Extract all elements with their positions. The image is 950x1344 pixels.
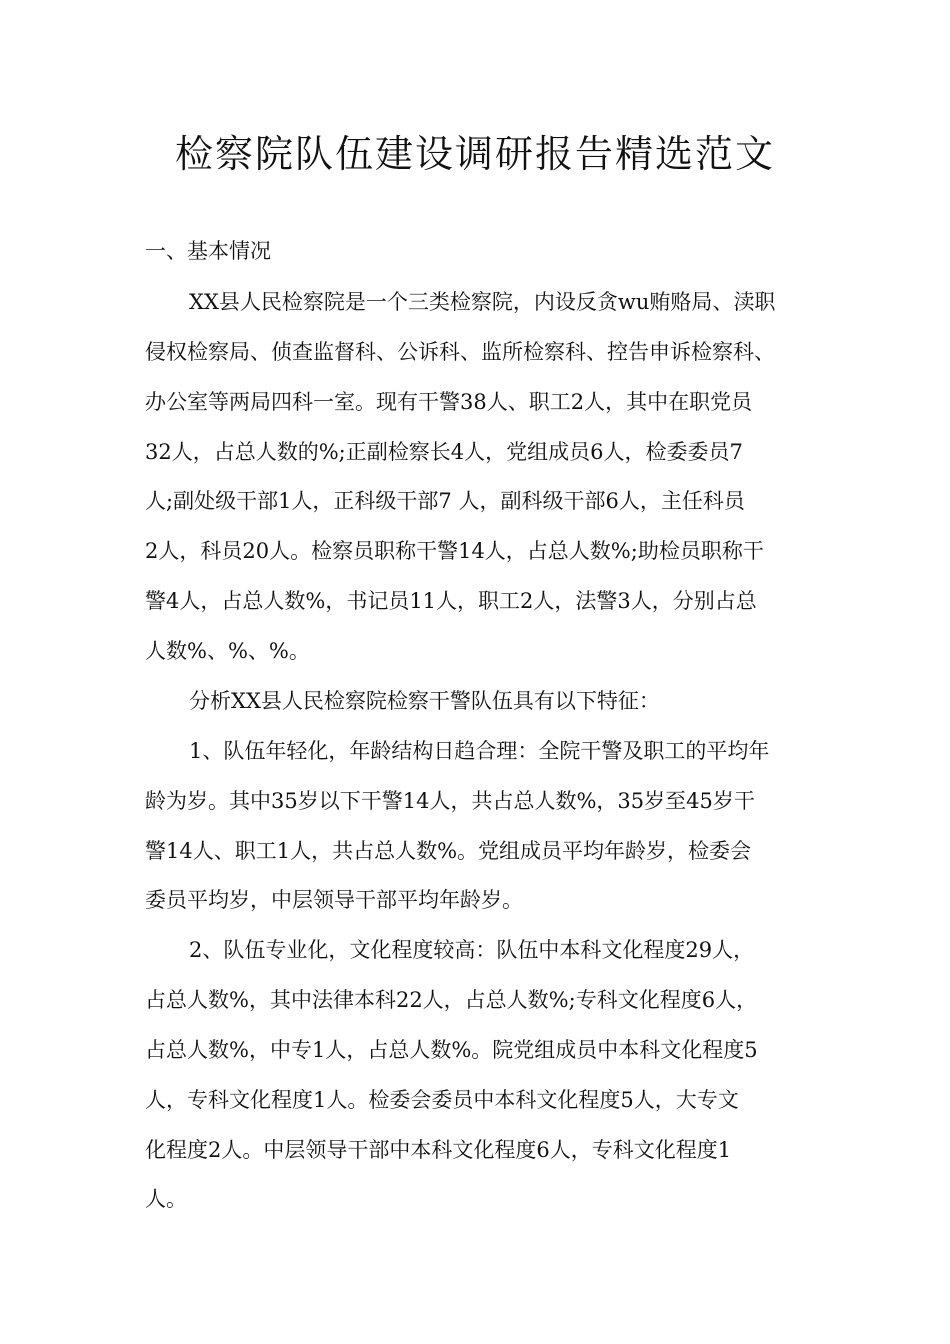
paragraph-line: 占总人数%，中专1人，占总人数%。院党组成员中本科文化程度5	[145, 1038, 758, 1062]
section-heading-basic-situation: 一、基本情况	[145, 239, 271, 263]
paragraph-line: 人。	[145, 1187, 187, 1211]
paragraph-line: 人，专科文化程度1人。检委会委员中本科文化程度5人，大专文	[145, 1088, 739, 1112]
paragraph-line: 警4人，占总人数%，书记员11人，职工2人，法警3人，分别占总	[145, 589, 757, 613]
paragraph-line: 2、队伍专业化，文化程度较高：队伍中本科文化程度29人，	[189, 938, 755, 962]
paragraph-line: 1、队伍年轻化，年龄结构日趋合理：全院干警及职工的平均年	[189, 739, 770, 763]
paragraph-line: 分析XX县人民检察院检察干警队伍具有以下特征：	[189, 689, 660, 713]
paragraph-line: 龄为岁。其中35岁以下干警14人，共占总人数%，35岁至45岁干	[145, 789, 755, 813]
paragraph-line: 化程度2人。中层领导干部中本科文化程度6人，专科文化程度1	[145, 1138, 732, 1162]
paragraph-line: XX县人民检察院是一个三类检察院，内设反贪wu贿赂局、渎职	[189, 290, 776, 314]
paragraph-line: 占总人数%，其中法律本科22人，占总人数%;专科文化程度6人，	[145, 988, 758, 1012]
paragraph-line: 人数%、%、%。	[145, 639, 310, 663]
paragraph-line: 侵权检察局、侦查监督科、公诉科、监所检察科、控告申诉检察科、	[145, 340, 775, 364]
paragraph-line: 办公室等两局四科一室。现有干警38人、职工2人，其中在职党员	[145, 390, 753, 414]
paragraph-line: 32人，占总人数的%;正副检察长4人，党组成员6人，检委委员7	[145, 440, 743, 464]
paragraph-line: 警14人、职工1人，共占总人数%。党组成员平均年龄岁，检委会	[145, 839, 752, 863]
paragraph-line: 委员平均岁，中层领导干部平均年龄岁。	[145, 888, 523, 912]
paragraph-line: 人;副处级干部1人，正科级干部7 人，副科级干部6人，主任科员	[145, 489, 745, 513]
paragraph-line: 2人，科员20人。检察员职称干警14人，占总人数%;助检员职称干	[145, 539, 764, 563]
document-title: 检察院队伍建设调研报告精选范文	[174, 132, 775, 176]
